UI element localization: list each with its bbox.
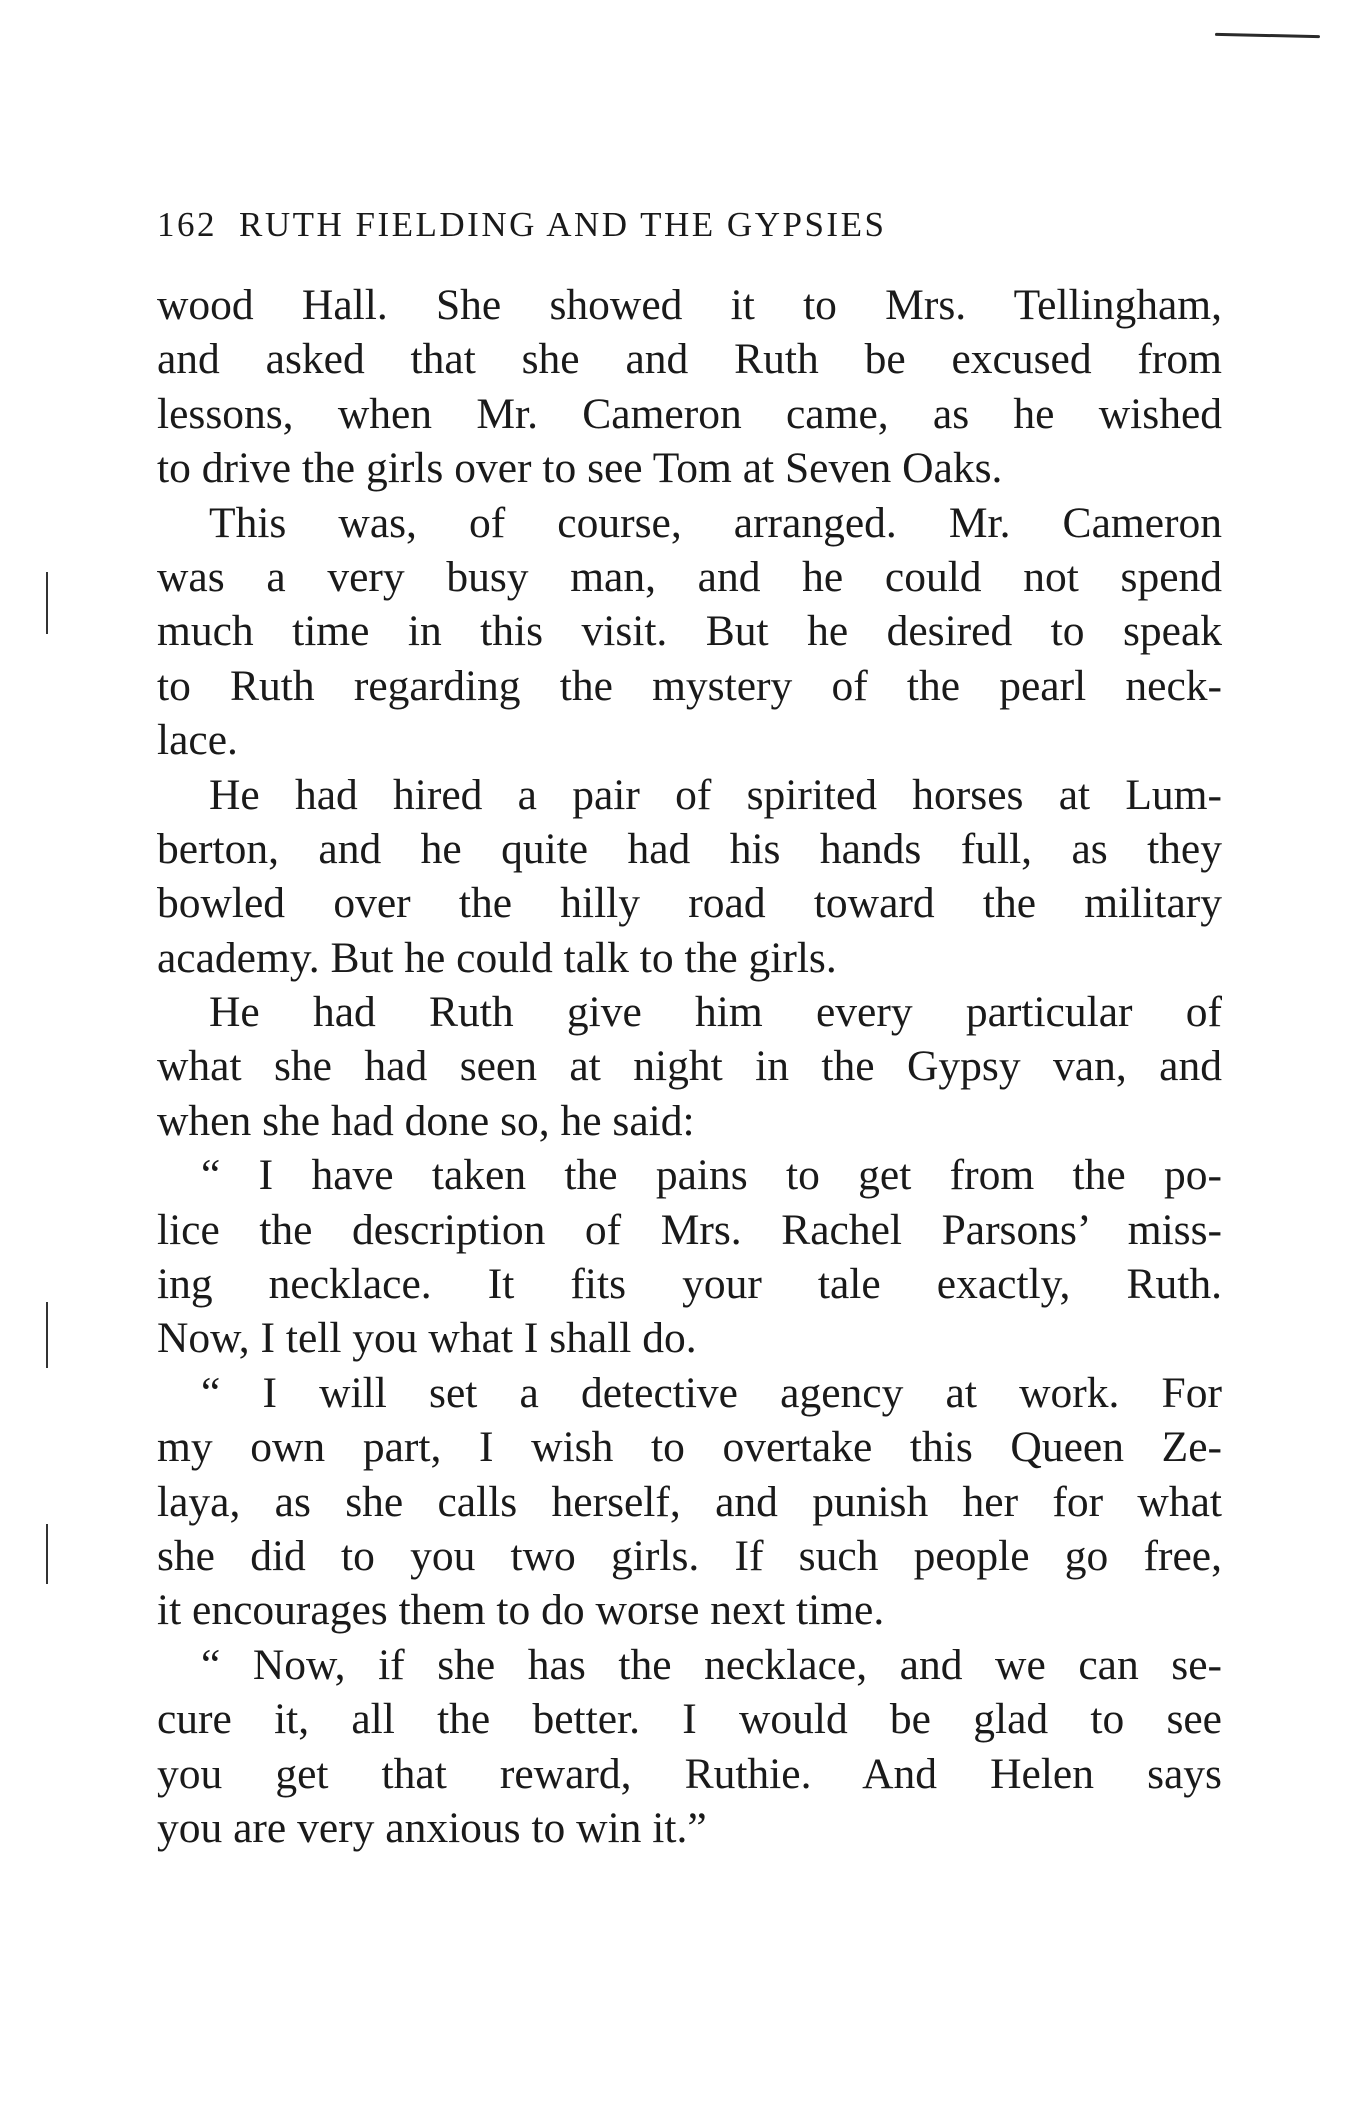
text-line: “ I will set a detective agency at work. For bbox=[201, 1368, 1222, 1417]
text-line: lice the description of Mrs. Rachel Parsons’ miss- bbox=[157, 1205, 1222, 1254]
scan-mark bbox=[1215, 33, 1320, 38]
text-line: she did to you two girls. If such people go free, bbox=[157, 1531, 1222, 1580]
text-line: This was, of course, arranged. Mr. Cameron bbox=[209, 498, 1222, 547]
text-line: was a very busy man, and he could not spend bbox=[157, 552, 1222, 601]
text-line: academy. But he could talk to the girls. bbox=[157, 933, 837, 982]
margin-scan-mark bbox=[46, 1524, 48, 1584]
text-line: when she had done so, he said: bbox=[157, 1096, 695, 1145]
text-line: my own part, I wish to overtake this Queen Ze- bbox=[157, 1423, 1222, 1472]
margin-scan-mark bbox=[46, 1302, 48, 1368]
body-text bbox=[157, 278, 1222, 1855]
text-line: wood Hall. She showed it to Mrs. Tellingham, bbox=[157, 281, 1222, 329]
text-line: “ Now, if she has the necklace, and we can se- bbox=[201, 1640, 1222, 1689]
page-number: 162 bbox=[157, 205, 217, 244]
text-line: berton, and he quite had his hands full, as they bbox=[157, 824, 1222, 873]
text-line: cure it, all the better. I would be glad to see bbox=[157, 1695, 1222, 1744]
text-line: lessons, when Mr. Cameron came, as he wished bbox=[157, 389, 1222, 438]
text-line: you get that reward, Ruthie. And Helen says bbox=[157, 1749, 1222, 1798]
text-line: it encourages them to do worse next time. bbox=[157, 1586, 885, 1635]
text-line: He had hired a pair of spirited horses at Lum- bbox=[209, 770, 1222, 819]
text-line: to drive the girls over to see Tom at Seven Oaks. bbox=[157, 444, 1003, 493]
running-header bbox=[157, 205, 1217, 265]
text-line: bowled over the hilly road toward the military bbox=[157, 879, 1222, 928]
text-line: lace. bbox=[157, 716, 238, 765]
text-line: Now, I tell you what I shall do. bbox=[157, 1314, 697, 1363]
text-line: and asked that she and Ruth be excused from bbox=[157, 335, 1222, 384]
text-line: He had Ruth give him every particular of bbox=[209, 988, 1222, 1037]
margin-scan-mark bbox=[46, 572, 48, 634]
text-line: to Ruth regarding the mystery of the pearl neck- bbox=[157, 661, 1222, 710]
text-line: ing necklace. It fits your tale exactly, Ruth. bbox=[157, 1260, 1222, 1309]
text-line: you are very anxious to win it.” bbox=[157, 1803, 707, 1852]
text-line: much time in this visit. But he desired to speak bbox=[157, 607, 1222, 656]
text-line: laya, as she calls herself, and punish her for what bbox=[157, 1477, 1222, 1526]
text-line: what she had seen at night in the Gypsy van, and bbox=[157, 1042, 1222, 1091]
text-line: “ I have taken the pains to get from the po- bbox=[201, 1151, 1222, 1200]
running-title: RUTH FIELDING AND THE GYPSIES bbox=[239, 205, 887, 244]
